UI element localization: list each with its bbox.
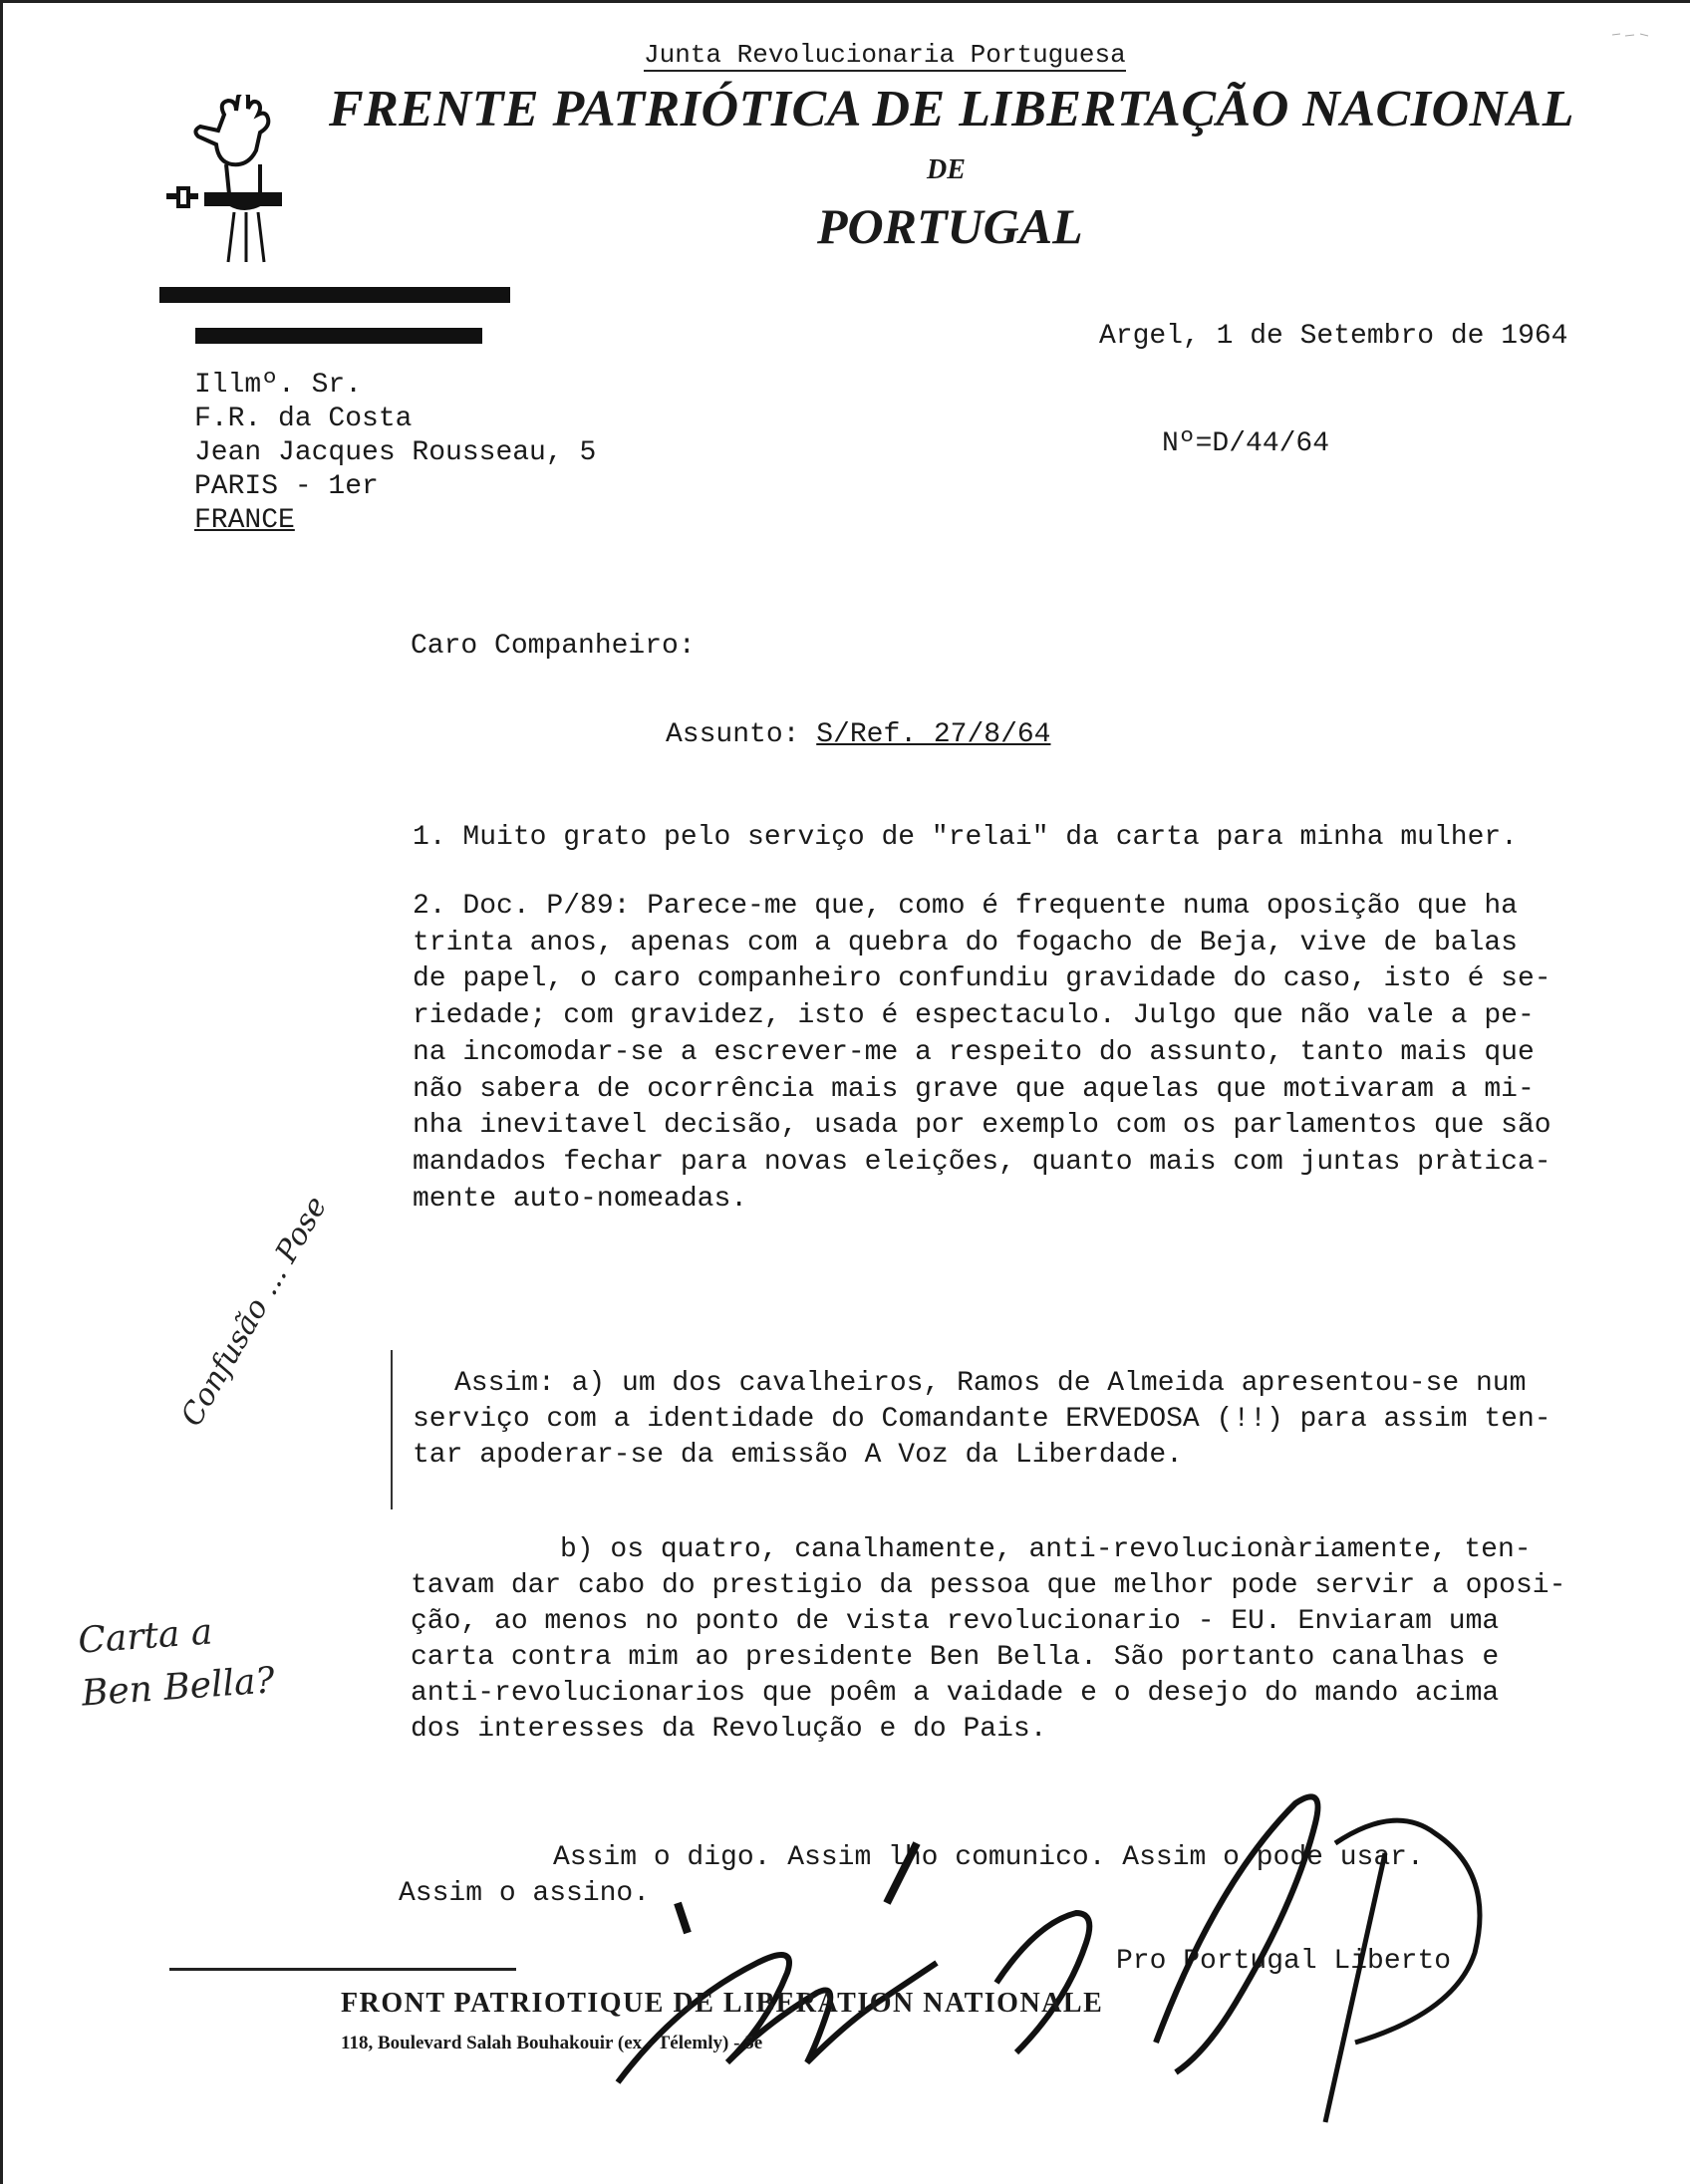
organisation-title: FRENTE PATRIÓTICA DE LIBERTAÇÃO NACIONAL	[329, 81, 1574, 137]
page-border-top	[0, 0, 1690, 3]
addressee-line: Jean Jacques Rousseau, 5	[194, 437, 597, 468]
text-line: 2. Doc. P/89: Parece-me que, como é frequente numa oposição que ha	[413, 891, 1518, 922]
text-line: não sabera de ocorrência mais grave que aquelas que motivaram a mi-	[413, 1073, 1535, 1105]
text-line: trinta anos, apenas com a quebra do fogacho de Beja, vive de balas	[413, 927, 1518, 958]
text-line: dos interesses da Revolução e do Pais.	[411, 1714, 1047, 1745]
addressee-block	[194, 369, 596, 538]
letter-date: Argel, 1 de Setembro de 1964	[1099, 321, 1568, 352]
footer-address: 118, Boulevard Salah Bouhakouir (ex - Télemly) - 5e	[341, 2033, 763, 2053]
subject-label: Assunto:	[666, 719, 800, 750]
margin-note-line: Ben Bella?	[80, 1660, 276, 1715]
text-line: tavam dar cabo do prestigio da pessoa que melhor pode servir a oposi-	[411, 1570, 1566, 1601]
text-line: serviço com a identidade do Comandante ERVEDOSA (!!) para assim ten-	[413, 1404, 1551, 1435]
footer-organisation: FRONT PATRIOTIQUE DE LIBERATION NATIONALE	[341, 1988, 1104, 2019]
text-line: riedade; com gravidez, isto é espectaculo. Julgo que não vale a pe-	[413, 1000, 1535, 1032]
salutation: Caro Companheiro:	[411, 631, 696, 662]
text-line: Assim o assino.	[399, 1878, 651, 1909]
text-line: Assim: a) um dos cavalheiros, Ramos de Almeida apresentou-se num	[454, 1368, 1527, 1399]
paragraph-item-a	[413, 1366, 1551, 1474]
margin-note-line: Carta a	[76, 1611, 214, 1662]
addressee-line: F.R. da Costa	[194, 404, 413, 434]
reference-number: Nº=D/44/64	[1162, 428, 1330, 459]
paragraph-1: 1. Muito grato pelo serviço de "relai" da carta para minha mulher.	[413, 822, 1518, 853]
text-line: ção, ao menos no ponto de vista revolucionario - EU. Enviaram uma	[411, 1606, 1500, 1637]
addressee-line: PARIS - 1er	[194, 471, 379, 502]
paragraph-2	[413, 889, 1551, 1218]
subject-value: S/Ref. 27/8/64	[816, 719, 1051, 750]
page-border-left	[0, 0, 3, 2184]
paragraph-item-b	[411, 1532, 1565, 1748]
valediction: Pro Portugal Liberto	[1116, 1946, 1452, 1977]
footer-rule	[169, 1968, 516, 1971]
addressee-line: FRANCE	[194, 505, 295, 536]
redacted-heading-line-2	[195, 328, 482, 344]
title-country: PORTUGAL	[817, 198, 1083, 254]
margin-mark	[391, 1350, 393, 1509]
scan-speck	[1610, 30, 1650, 40]
text-line: mandados fechar para novas eleições, quanto mais com juntas pràtica-	[413, 1146, 1551, 1178]
raised-fist-icon	[164, 95, 314, 269]
text-line: na incomodar-se a escrever-me a respeito do assunto, tanto mais que	[413, 1036, 1535, 1068]
text-line: b) os quatro, canalhamente, anti-revolucionàriamente, ten-	[560, 1534, 1532, 1565]
text-line: nha inevitavel decisão, usada por exemplo com os parlamentos que são	[413, 1110, 1551, 1142]
text-line: tar apoderar-se da emissão A Voz da Liberdade.	[413, 1440, 1183, 1471]
text-line: Assim o digo. Assim lho comunico. Assim o pode usar.	[553, 1842, 1424, 1873]
junta-heading: Junta Revolucionaria Portuguesa	[644, 40, 1126, 70]
text-line: carta contra mim ao presidente Ben Bella. São portanto canalhas e	[411, 1642, 1500, 1673]
margin-note-1: Confusão ... Pose	[174, 1190, 335, 1433]
text-line: anti-revolucionarios que poêm a vaidade e o desejo do mando acima	[411, 1678, 1500, 1709]
text-line: de papel, o caro companheiro confundiu gravidade do caso, isto é se-	[413, 963, 1551, 995]
margin-note-2	[77, 1607, 276, 1714]
addressee-line: Illmº. Sr.	[194, 370, 363, 401]
handwritten-signature	[558, 1783, 1535, 2142]
subject-line	[666, 719, 1050, 750]
title-connector: DE	[927, 154, 966, 185]
redacted-heading-line-1	[159, 287, 510, 303]
text-line: mente auto-nomeadas.	[413, 1183, 748, 1215]
